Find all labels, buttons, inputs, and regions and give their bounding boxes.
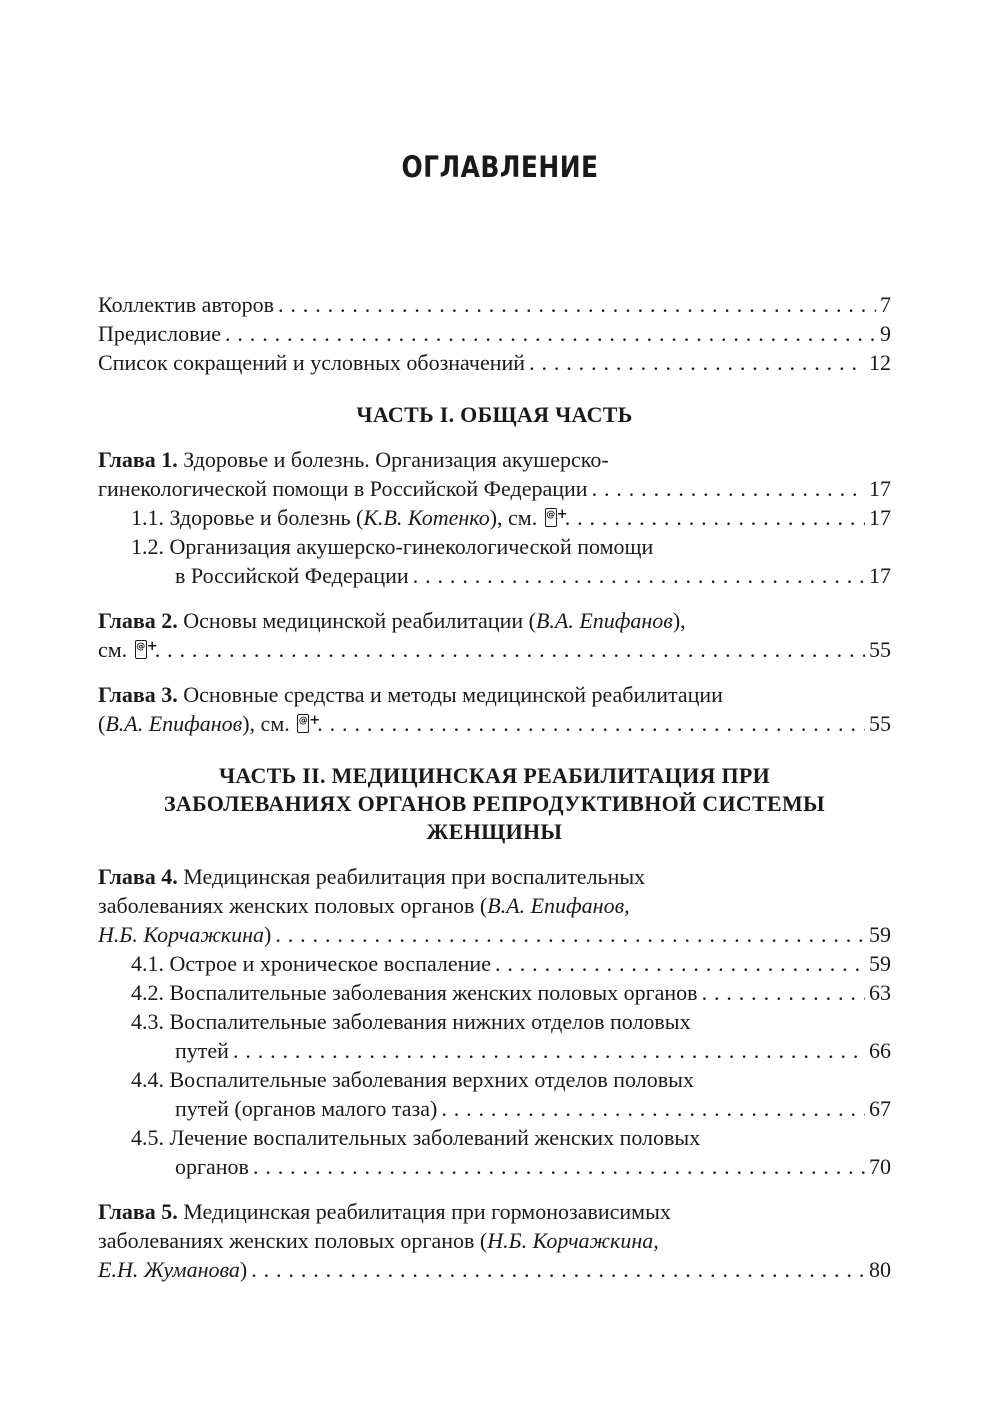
page-number: 12 <box>869 350 891 375</box>
author-name: Н.Б. Корчажкина <box>98 922 265 947</box>
page-number: 59 <box>869 951 891 976</box>
page-number: 70 <box>869 1154 891 1179</box>
page-number: 59 <box>869 922 891 947</box>
page-title: ОГЛАВЛЕНИЕ <box>401 150 599 184</box>
page-number: 9 <box>880 321 891 346</box>
page-number: 55 <box>869 711 891 736</box>
toc-entry-chapter-1[interactable]: Глава 1. Здоровье и болезнь. Организация акушерско- <box>98 447 609 472</box>
page-number: 80 <box>869 1257 891 1282</box>
toc-entry-chapter-2[interactable]: Глава 2. Основы медицинской реабилитации (В.А. Епифанов), <box>98 608 686 633</box>
author-name: Е.Н. Жуманова <box>98 1257 240 1282</box>
page-number: 67 <box>869 1096 891 1121</box>
chapter-label: Глава 5. <box>98 1199 178 1224</box>
part-1-heading: ЧАСТЬ I. ОБЩАЯ ЧАСТЬ <box>356 402 633 427</box>
page-number: 17 <box>869 476 891 501</box>
table-of-contents: Коллектив авторов . . . 7 Предисловие . . . 9 Список сокращений и условных обозначений . . . 12 ЧАСТЬ I. ОБЩАЯ ЧАСТЬ Глава 1. Здоровье и болезнь. Организация акушерско- гинекологической помощи в Российской Федерации . . . 17 1.1. Здоровье и болезнь (К.В. Котенко), см. @ + . . . 17 1.2. Организация акушерско-гинекологической помощи в Российской Федерации . . . 17 Глава 2. Основы медицинской реабилитации (В.А. Епифанов), см. @ + . . . 55 Глава 3. Основные средства и методы медицинской реабилитации (В.А. Епифанов), см. @ + . . . 55 ЧАСТЬ II. МЕДИЦИНСКАЯ РЕАБИЛИТАЦИЯ ПРИ ЗАБОЛЕВАНИЯХ ОРГАНОВ РЕПРОДУКТИВНОЙ СИСТЕМЫ ЖЕНЩИНЫ Глава 4. Медицинская реабилитация при воспалительных заболеваниях женских половых органов (В.А. Епифанов, Н.Б. Корчажкина) . . . 59 4.1. Острое и хроническое воспаление . . . 59 4.2. Воспалительные заболевания женских половых органов . . . 63 4.3. Воспалительные заболевания нижних отделов половых путей . . . 66 4.4. Воспалительные заболевания верхних отделов половых путей (органов малого таза) . . . 67 4.5. Лечение воспалительных заболеваний женских половых органов . . . 70 Глава 5. Медицинская реабилитация при гормонозависимых заболеваниях женских половых органов (Н.Б. Корчажкина, Е.Н. Жуманова) . . . 80 <box>98 290 891 1284</box>
author-name: В.А. Епифанов <box>535 608 673 633</box>
part-2-heading: ЧАСТЬ II. МЕДИЦИНСКАЯ РЕАБИЛИТАЦИЯ ПРИ ЗАБОЛЕВАНИЯХ ОРГАНОВ РЕПРОДУКТИВНОЙ СИСТЕМЫ ЖЕНЩИНЫ <box>164 763 825 844</box>
chapter-label: Глава 3. <box>98 682 178 707</box>
electronic-resource-icon: @ + <box>135 638 151 660</box>
page-number: 17 <box>869 505 891 530</box>
electronic-resource-icon: @ + <box>297 712 313 734</box>
toc-entry-chapter-3[interactable]: Глава 3. Основные средства и методы медицинской реабилитации <box>98 682 723 707</box>
toc-entry-1-1[interactable]: 1.1. Здоровье и болезнь (К.В. Котенко), см. @ + . . . 17 <box>98 503 891 532</box>
toc-entry-4-2[interactable]: 4.2. Воспалительные заболевания женских половых органов . . . 63 <box>98 978 891 1007</box>
page-number: 63 <box>869 980 891 1005</box>
author-name: К.В. Котенко <box>363 505 490 530</box>
toc-entry-4-3[interactable]: 4.3. Воспалительные заболевания нижних отделов половых <box>131 1009 691 1034</box>
toc-entry-4-4[interactable]: 4.4. Воспалительные заболевания верхних отделов половых <box>131 1067 694 1092</box>
toc-entry-authors[interactable]: Коллектив авторов . . . 7 <box>98 290 891 319</box>
toc-entry-abbreviations[interactable]: Список сокращений и условных обозначений . . . 12 <box>98 348 891 377</box>
author-name: В.А. Епифанов, <box>487 893 630 918</box>
electronic-resource-icon: @ + <box>545 506 561 528</box>
toc-entry-4-1[interactable]: 4.1. Острое и хроническое воспаление . . . 59 <box>98 949 891 978</box>
chapter-label: Глава 1. <box>98 447 178 472</box>
author-name: В.А. Епифанов <box>105 711 243 736</box>
page-number: 7 <box>880 292 891 317</box>
page-number: 55 <box>869 637 891 662</box>
chapter-label: Глава 4. <box>98 864 178 889</box>
toc-entry-chapter-4[interactable]: Глава 4. Медицинская реабилитация при воспалительных <box>98 864 646 889</box>
author-name: Н.Б. Корчажкина, <box>487 1228 659 1253</box>
page-number: 17 <box>869 563 891 588</box>
page-number: 66 <box>869 1038 891 1063</box>
chapter-label: Глава 2. <box>98 608 178 633</box>
toc-entry-4-5[interactable]: 4.5. Лечение воспалительных заболеваний женских половых <box>131 1125 701 1150</box>
toc-entry-1-2[interactable]: 1.2. Организация акушерско-гинекологической помощи <box>131 534 654 559</box>
toc-entry-preface[interactable]: Предисловие . . . 9 <box>98 319 891 348</box>
toc-entry-chapter-5[interactable]: Глава 5. Медицинская реабилитация при гормонозависимых <box>98 1199 671 1224</box>
